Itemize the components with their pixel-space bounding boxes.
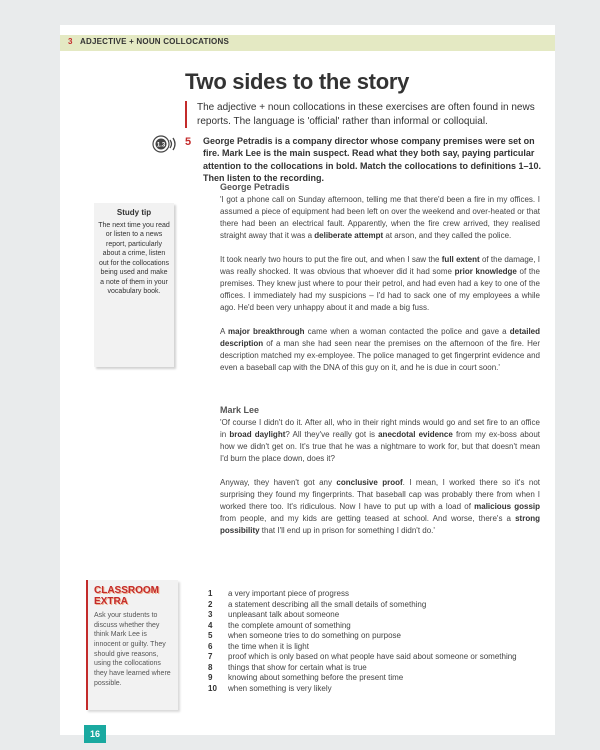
george-paragraph-3: A major breakthrough came when a woman contacted the police and gave a detailed description of a man she had seen near the premises on the afternoon of the fire. Her description matched my ex-employee. The police managed to get fingerprint evidence and even a baseball cap with the DNA of this guy on it, and he is due in court soon.' [220,327,540,372]
unit-number: 3 [68,37,73,46]
definition-text: knowing about something before the present time [228,673,404,683]
collocation-bold: conclusive proof [336,478,403,487]
definition-item [208,652,538,663]
definition-item [208,610,538,621]
definition-text: proof which is only based on what people have said about someone or something [228,652,517,662]
page-title: Two sides to the story [185,69,410,94]
definition-text: a very important piece of progress [228,589,349,598]
unit-title: ADJECTIVE + NOUN COLLOCATIONS [80,37,229,46]
definition-item [208,600,538,611]
collocation-bold: major breakthrough [228,327,305,336]
definition-item [208,589,538,600]
collocation-bold: broad daylight [229,430,286,439]
collocation-bold: detailed description [220,327,540,348]
study-tip-title: Study tip [116,208,152,217]
exercise-instructions: George Petradis is a company director whose company premises were set on fire. Mark Lee is the main suspect. Read what they both say, paying particular attention to the collocations in bold. Match the collocations to definitions 1–10. Then listen to the recording. [203,136,542,184]
definition-number: 9 [208,673,213,683]
definition-number: 3 [208,610,213,620]
mark-paragraph-2: Anyway, they haven't got any conclusive proof. I mean, I worked there so it's not surprising they found my fingerprints. That baseball cap was probably there from when I worked there too. It's ridiculous. Now I have to put up with a load of malicious gossip from people, and my kids are getting teased at school. And worse, there's a strong possibility that I'll end up in prison for something I didn't do.' [220,478,541,535]
speaker-name-george: George Petradis [220,182,290,192]
definition-number: 5 [208,631,213,641]
collocation-bold: malicious gossip [474,502,541,511]
classroom-extra-box [86,580,178,710]
exercise-number: 5 [185,136,192,148]
audio-track-icon[interactable] [152,135,180,153]
unit-header [60,35,555,51]
definition-number: 10 [208,683,217,693]
definition-item [208,621,538,632]
definition-number: 6 [208,641,213,651]
definition-number: 8 [208,662,213,672]
george-paragraph-1: 'I got a phone call on Sunday afternoon, telling me that there'd been a fire in my offices. I assumed a piece of equipment had been left on over the weekend and over-heated or that there had been an electrical fault. Apparently, when the fire crew arrived, they realised straight away that it was a deliberate attempt at arson, and they called the police. [220,195,540,240]
intro-text: The adjective + noun collocations in these exercises are often found in news reports. The language is 'official' rather than informal or colloquial. [185,101,540,128]
definition-text: things that show for certain what is true [228,662,367,672]
study-tip-body: The next time you read or listen to a news report, particularly about a crime, listen out for the collocations being used and make a note of them in your vocabulary book. [98,222,170,296]
classroom-extra-title: CLASSROOM EXTRA [94,585,159,607]
collocation-bold: prior knowledge [454,267,517,276]
collocation-bold: anecdotal evidence [378,430,453,439]
speaker-name-mark: Mark Lee [220,405,260,415]
definition-item [208,663,538,674]
definition-text: the time when it is light [228,641,309,651]
definition-number: 2 [208,599,213,609]
definition-text: a statement describing all the small details of something [228,599,427,609]
george-paragraph-2: It took nearly two hours to put the fire out, and when I saw the full extent of the damage, I was really shocked. It was obvious that whoever did it had some prior knowledge of the premises. They knew just where to pour their petrol, and had even had a key to one of the offices. I immediately had my suspicions – I'd had to sack one of my employees a while ago. He'd been very unhappy about it and made a big fuss. [220,255,540,312]
definition-text: when someone tries to do something on purpose [228,631,401,641]
collocation-bold: strong possibility [220,514,540,535]
page-number: 16 [84,725,106,743]
book-page [60,25,555,739]
definition-item [208,673,538,684]
collocation-bold: deliberate attempt [314,231,384,240]
definition-text: when something is very likely [228,683,332,693]
mark-paragraph-1: 'Of course I didn't do it. After all, who in their right minds would go and set fire to an office in broad daylight? All they've really got is anecdotal evidence from my ex-boss about how we didn't get on. It's true that he was a nightmare to work for, but that doesn't mean I'd burn the place down, does it? [220,418,541,463]
definition-item [208,684,538,695]
definition-number: 4 [208,620,213,630]
classroom-extra-body: Ask your students to discuss whether they think Mark Lee is innocent or guilty. They should give reasons, using the collocations they have learned where possible. [94,612,171,687]
definition-text: the complete amount of something [228,620,351,630]
collocation-bold: full extent [441,255,480,264]
definition-text: unpleasant talk about someone [228,610,340,620]
definition-item [208,642,538,653]
audio-track-label: 1.3 [156,142,166,149]
definitions-list [208,589,538,694]
study-tip-box [94,203,174,367]
definition-number: 7 [208,652,213,662]
definition-number: 1 [208,589,213,598]
definition-item [208,631,538,642]
